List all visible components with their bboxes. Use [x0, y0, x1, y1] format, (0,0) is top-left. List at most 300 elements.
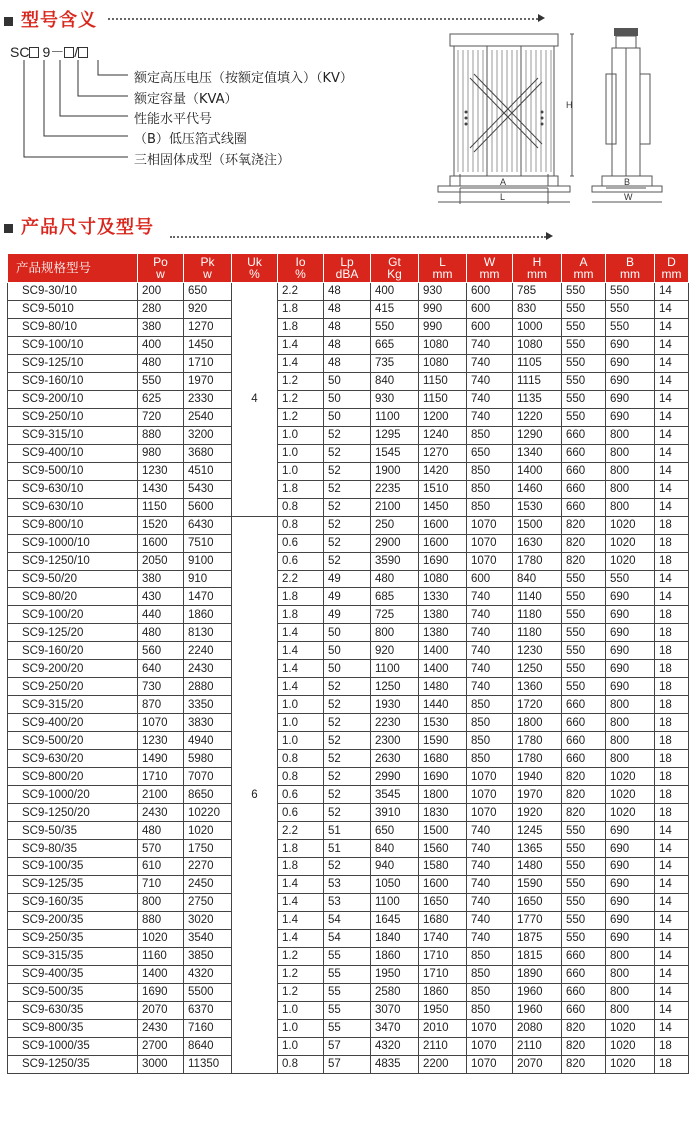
table-cell: 990 [419, 318, 467, 336]
table-cell: 550 [562, 893, 606, 911]
table-cell: 2450 [184, 875, 232, 893]
arrow-right-icon [538, 14, 545, 22]
table-cell: 1860 [184, 606, 232, 624]
column-header-label: H [532, 255, 542, 269]
table-cell: 550 [562, 911, 606, 929]
table-cell: 48 [324, 318, 371, 336]
table-cell: 1690 [138, 983, 184, 1001]
table-row [8, 588, 689, 606]
model-cell: SC9-160/35 [8, 893, 138, 911]
table-row [8, 732, 689, 750]
table-cell: 1150 [419, 372, 467, 390]
table-cell: 660 [562, 444, 606, 462]
square-bullet-icon [4, 224, 13, 233]
table-cell: 2630 [371, 750, 419, 768]
table-cell: 1490 [138, 750, 184, 768]
table-cell: 690 [606, 858, 655, 876]
table-cell: 1070 [467, 552, 513, 570]
table-cell: 1020 [606, 1055, 655, 1073]
table-cell: 1135 [513, 390, 562, 408]
table-cell: 550 [562, 354, 606, 372]
table-cell: 550 [562, 822, 606, 840]
table-cell: 1780 [513, 552, 562, 570]
table-cell: 18 [655, 1037, 689, 1055]
table-cell: 380 [138, 318, 184, 336]
table-cell: 14 [655, 408, 689, 426]
table-cell: 1420 [419, 462, 467, 480]
model-cell: SC9-125/20 [8, 624, 138, 642]
table-cell: 800 [606, 426, 655, 444]
table-row [8, 372, 689, 390]
table-cell: 52 [324, 804, 371, 822]
table-cell: 3830 [184, 714, 232, 732]
table-cell: 1.0 [278, 426, 324, 444]
table-cell: 550 [562, 372, 606, 390]
model-cell: SC9-1250/10 [8, 552, 138, 570]
table-cell: 1530 [419, 714, 467, 732]
table-cell: 660 [562, 750, 606, 768]
table-cell: 14 [655, 336, 689, 354]
table-cell: 1295 [371, 426, 419, 444]
table-cell: 910 [184, 570, 232, 588]
table-cell: 550 [562, 929, 606, 947]
table-cell: 1.0 [278, 444, 324, 462]
table-cell: 820 [562, 516, 606, 534]
table-cell: 660 [562, 714, 606, 732]
table-cell: 1100 [371, 408, 419, 426]
legend-item: 额定容量（KVA） [134, 92, 238, 107]
table-cell: 1710 [419, 965, 467, 983]
table-cell: 480 [138, 822, 184, 840]
model-cell: SC9-630/20 [8, 750, 138, 768]
table-cell: 4320 [184, 965, 232, 983]
column-header-label: L [439, 255, 446, 269]
table-cell: 5430 [184, 480, 232, 498]
table-cell: 2.2 [278, 283, 324, 301]
table-cell: 690 [606, 642, 655, 660]
table-row [8, 822, 689, 840]
column-header [371, 254, 419, 283]
table-cell: 2.2 [278, 570, 324, 588]
table-cell: 18 [655, 714, 689, 732]
table-cell: 14 [655, 354, 689, 372]
table-cell: 1800 [513, 714, 562, 732]
model-cell: SC9-100/35 [8, 858, 138, 876]
table-cell: 5500 [184, 983, 232, 1001]
table-cell: 550 [562, 606, 606, 624]
table-row [8, 462, 689, 480]
column-header [184, 254, 232, 283]
table-cell: 1380 [419, 606, 467, 624]
table-cell: 14 [655, 283, 689, 301]
table-cell: 800 [606, 480, 655, 498]
column-header-label: W [483, 255, 496, 269]
table-cell: 1250 [371, 678, 419, 696]
table-cell: 1780 [513, 732, 562, 750]
table-cell: 1290 [513, 426, 562, 444]
dim-label-l: L [500, 192, 506, 202]
table-cell: 740 [467, 336, 513, 354]
table-cell: 1960 [513, 983, 562, 1001]
table-cell: 1200 [419, 408, 467, 426]
table-cell: 550 [606, 318, 655, 336]
table-cell: 1680 [419, 911, 467, 929]
table-cell: 11350 [184, 1055, 232, 1073]
table-cell: 850 [467, 426, 513, 444]
table-cell: 1.4 [278, 624, 324, 642]
table-cell: 800 [371, 624, 419, 642]
table-cell: 800 [606, 498, 655, 516]
table-cell: 0.8 [278, 498, 324, 516]
table-cell: 820 [562, 1019, 606, 1037]
table-cell: 1340 [513, 444, 562, 462]
table-cell: 650 [467, 444, 513, 462]
table-cell: 1650 [513, 893, 562, 911]
column-header-unit: mm [661, 267, 682, 281]
code-prefix: SC [10, 44, 30, 60]
table-cell: 600 [467, 570, 513, 588]
model-cell: SC9-200/20 [8, 660, 138, 678]
table-cell: 18 [655, 516, 689, 534]
table-cell: 2880 [184, 678, 232, 696]
model-cell: SC9-500/35 [8, 983, 138, 1001]
table-cell: 14 [655, 498, 689, 516]
column-header [138, 254, 184, 283]
table-cell: 1070 [467, 768, 513, 786]
table-cell: 2050 [138, 552, 184, 570]
table-cell: 1070 [467, 534, 513, 552]
column-header-label: 产品规格型号 [16, 261, 92, 275]
table-cell: 55 [324, 1019, 371, 1037]
column-header-unit: mm [527, 267, 547, 281]
model-cell: SC9-800/35 [8, 1019, 138, 1037]
table-cell: 2100 [371, 498, 419, 516]
table-cell: 1240 [419, 426, 467, 444]
table-cell: 1770 [513, 911, 562, 929]
model-cell: SC9-315/20 [8, 696, 138, 714]
table-cell: 930 [371, 390, 419, 408]
table-cell: 52 [324, 480, 371, 498]
table-cell: 200 [138, 283, 184, 301]
table-row [8, 480, 689, 498]
table-cell: 1.2 [278, 408, 324, 426]
table-cell: 52 [324, 534, 371, 552]
table-cell: 1690 [419, 552, 467, 570]
table-cell: 18 [655, 660, 689, 678]
table-cell: 690 [606, 678, 655, 696]
table-cell: 1800 [419, 786, 467, 804]
table-cell: 690 [606, 929, 655, 947]
column-header-label: D [667, 255, 676, 269]
table-cell: 2110 [419, 1037, 467, 1055]
legend-item: （B）低压箔式线圈 [134, 132, 247, 147]
column-header-label: Pk [200, 255, 215, 269]
table-cell: 660 [562, 426, 606, 444]
table-cell: 2010 [419, 1019, 467, 1037]
table-row [8, 893, 689, 911]
table-cell: 2430 [138, 804, 184, 822]
table-cell: 1.8 [278, 588, 324, 606]
table-cell: 14 [655, 929, 689, 947]
model-cell: SC9-80/10 [8, 318, 138, 336]
model-cell: SC9-315/35 [8, 947, 138, 965]
table-cell: 730 [138, 678, 184, 696]
table-cell: 1590 [513, 875, 562, 893]
table-cell: 2270 [184, 858, 232, 876]
table-cell: 690 [606, 822, 655, 840]
table-cell: 14 [655, 983, 689, 1001]
table-cell: 550 [371, 318, 419, 336]
section-title: 型号含义 [21, 10, 97, 31]
table-cell: 740 [467, 822, 513, 840]
table-cell: 800 [606, 732, 655, 750]
table-cell: 720 [138, 408, 184, 426]
table-cell: 1750 [184, 840, 232, 858]
table-cell: 830 [513, 300, 562, 318]
model-cell: SC9-125/10 [8, 354, 138, 372]
table-cell: 400 [138, 336, 184, 354]
table-cell: 1.4 [278, 678, 324, 696]
table-cell: 650 [371, 822, 419, 840]
table-cell: 1.2 [278, 390, 324, 408]
table-cell: 1.4 [278, 911, 324, 929]
column-header [278, 254, 324, 283]
section-heading-model-meaning [4, 6, 97, 32]
column-header [513, 254, 562, 283]
column-header-unit: w [203, 267, 212, 281]
table-cell: 800 [606, 965, 655, 983]
table-cell: 1.0 [278, 696, 324, 714]
table-cell: 1890 [513, 965, 562, 983]
table-cell: 6430 [184, 516, 232, 534]
table-cell: 2540 [184, 408, 232, 426]
table-cell: 8130 [184, 624, 232, 642]
table-cell: 570 [138, 840, 184, 858]
table-cell: 3470 [371, 1019, 419, 1037]
table-cell: 1500 [419, 822, 467, 840]
table-cell: 1020 [606, 534, 655, 552]
table-cell: 1220 [513, 408, 562, 426]
table-cell: 18 [655, 804, 689, 822]
table-cell: 18 [655, 750, 689, 768]
table-row [8, 965, 689, 983]
table-cell: 1070 [138, 714, 184, 732]
table-cell: 1250 [513, 660, 562, 678]
table-cell: 18 [655, 534, 689, 552]
table-cell: 18 [655, 732, 689, 750]
table-cell: 4320 [371, 1037, 419, 1055]
table-row [8, 642, 689, 660]
table-cell: 2110 [513, 1037, 562, 1055]
model-cell: SC9-1000/35 [8, 1037, 138, 1055]
table-cell: 480 [371, 570, 419, 588]
table-cell: 600 [467, 318, 513, 336]
table-cell: 550 [562, 318, 606, 336]
table-row [8, 300, 689, 318]
table-cell: 52 [324, 444, 371, 462]
table-cell: 690 [606, 893, 655, 911]
table-cell: 1680 [419, 750, 467, 768]
table-cell: 1.4 [278, 893, 324, 911]
table-cell: 1.2 [278, 947, 324, 965]
table-cell: 3070 [371, 1001, 419, 1019]
table-cell: 850 [467, 462, 513, 480]
table-cell: 1020 [138, 929, 184, 947]
code-mid: 9－ [42, 44, 65, 60]
table-cell: 7510 [184, 534, 232, 552]
table-cell: 2580 [371, 983, 419, 1001]
table-cell: 18 [655, 786, 689, 804]
table-cell: 550 [562, 624, 606, 642]
table-cell: 1380 [419, 624, 467, 642]
table-cell: 1080 [513, 336, 562, 354]
spec-table [7, 253, 689, 1074]
column-header-unit: % [295, 267, 306, 281]
table-cell: 930 [419, 283, 467, 301]
table-cell: 10220 [184, 804, 232, 822]
table-cell: 740 [467, 390, 513, 408]
table-cell: 55 [324, 983, 371, 1001]
table-cell: 1450 [419, 498, 467, 516]
table-cell: 660 [562, 983, 606, 1001]
table-cell: 18 [655, 642, 689, 660]
table-cell: 660 [562, 498, 606, 516]
table-cell: 1.4 [278, 660, 324, 678]
table-cell: 52 [324, 786, 371, 804]
table-cell: 1180 [513, 624, 562, 642]
table-cell: 52 [324, 462, 371, 480]
table-cell: 50 [324, 390, 371, 408]
table-cell: 2240 [184, 642, 232, 660]
table-cell: 660 [562, 1001, 606, 1019]
table-cell: 1100 [371, 660, 419, 678]
table-cell: 1.4 [278, 642, 324, 660]
table-cell: 550 [606, 570, 655, 588]
column-header-unit: dBA [335, 267, 359, 281]
table-cell: 400 [371, 283, 419, 301]
table-cell: 2.2 [278, 822, 324, 840]
table-cell: 1.8 [278, 840, 324, 858]
table-cell: 1270 [184, 318, 232, 336]
transformer-side-view-drawing [588, 28, 668, 213]
table-cell: 2990 [371, 768, 419, 786]
table-cell: 1780 [513, 750, 562, 768]
table-cell: 735 [371, 354, 419, 372]
model-cell: SC9-80/35 [8, 840, 138, 858]
table-cell: 14 [655, 300, 689, 318]
table-cell: 820 [562, 534, 606, 552]
model-cell: SC9-1250/20 [8, 804, 138, 822]
table-row [8, 354, 689, 372]
column-header-label: Po [153, 255, 168, 269]
table-cell: 14 [655, 318, 689, 336]
legend-item: 额定高压电压（按额定值填入）（KV） [134, 71, 353, 86]
table-cell: 8650 [184, 786, 232, 804]
column-header-label: Gt [388, 255, 401, 269]
table-cell: 1.4 [278, 875, 324, 893]
table-cell: 1875 [513, 929, 562, 947]
table-cell: 4940 [184, 732, 232, 750]
table-cell: 2700 [138, 1037, 184, 1055]
spec-table-header [8, 254, 689, 283]
table-cell: 690 [606, 390, 655, 408]
table-cell: 1590 [419, 732, 467, 750]
table-cell: 625 [138, 390, 184, 408]
table-cell: 1.0 [278, 732, 324, 750]
table-cell: 740 [467, 642, 513, 660]
table-cell: 2230 [371, 714, 419, 732]
table-row [8, 947, 689, 965]
model-cell: SC9-160/20 [8, 642, 138, 660]
table-row [8, 804, 689, 822]
table-cell: 7160 [184, 1019, 232, 1037]
table-row [8, 336, 689, 354]
table-cell: 3680 [184, 444, 232, 462]
model-cell: SC9-125/35 [8, 875, 138, 893]
table-cell: 1070 [467, 804, 513, 822]
uk-group-cell: 6 [232, 516, 278, 1073]
model-cell: SC9-1250/35 [8, 1055, 138, 1073]
table-cell: 1440 [419, 696, 467, 714]
table-cell: 660 [562, 732, 606, 750]
table-cell: 850 [467, 965, 513, 983]
table-cell: 1815 [513, 947, 562, 965]
table-cell: 1860 [371, 947, 419, 965]
table-cell: 1080 [419, 354, 467, 372]
table-cell: 820 [562, 1037, 606, 1055]
table-cell: 840 [513, 570, 562, 588]
table-cell: 14 [655, 822, 689, 840]
table-cell: 610 [138, 858, 184, 876]
column-header-label: Lp [340, 255, 354, 269]
table-cell: 5600 [184, 498, 232, 516]
column-header [419, 254, 467, 283]
table-cell: 690 [606, 408, 655, 426]
table-cell: 1470 [184, 588, 232, 606]
table-cell: 1950 [419, 1001, 467, 1019]
table-cell: 1950 [371, 965, 419, 983]
table-cell: 1710 [419, 947, 467, 965]
table-cell: 880 [138, 426, 184, 444]
model-cell: SC9-250/10 [8, 408, 138, 426]
table-cell: 1100 [371, 893, 419, 911]
table-cell: 740 [467, 678, 513, 696]
table-cell: 820 [562, 768, 606, 786]
table-cell: 850 [467, 480, 513, 498]
table-cell: 480 [138, 624, 184, 642]
table-cell: 1630 [513, 534, 562, 552]
table-cell: 52 [324, 858, 371, 876]
table-cell: 550 [562, 408, 606, 426]
spec-table-body [8, 283, 689, 1074]
table-row [8, 840, 689, 858]
table-cell: 49 [324, 606, 371, 624]
table-cell: 415 [371, 300, 419, 318]
table-cell: 660 [562, 696, 606, 714]
model-cell: SC9-5010 [8, 300, 138, 318]
table-cell: 1960 [513, 1001, 562, 1019]
table-cell: 14 [655, 444, 689, 462]
table-cell: 1530 [513, 498, 562, 516]
table-cell: 52 [324, 516, 371, 534]
table-cell: 550 [606, 283, 655, 301]
column-header-unit: % [249, 267, 260, 281]
column-header [606, 254, 655, 283]
table-cell: 480 [138, 354, 184, 372]
table-cell: 550 [562, 283, 606, 301]
table-cell: 1050 [371, 875, 419, 893]
table-cell: 840 [371, 840, 419, 858]
